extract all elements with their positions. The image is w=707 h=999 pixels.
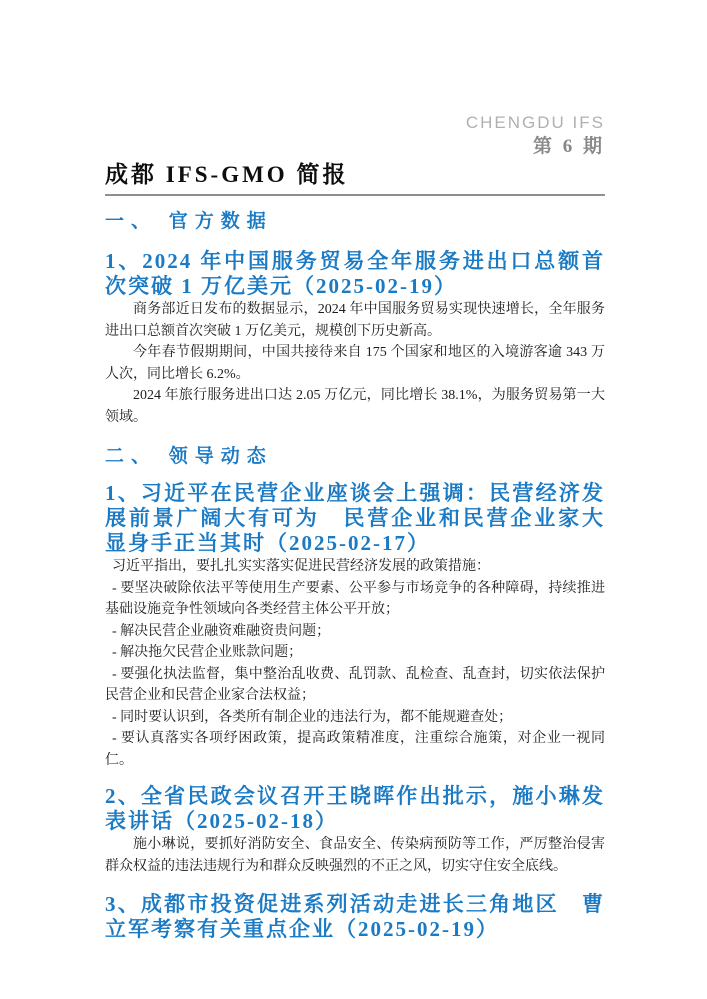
bullet-item: - 解决民营企业融资难融资贵问题；	[112, 623, 331, 639]
section-heading-official-data: 一、 官方数据	[105, 211, 273, 232]
bullet-item: - 同时要认识到，各类所有制企业的违法行为，都不能规避查处；	[112, 709, 513, 725]
issue-number: 第 6 期	[532, 136, 605, 157]
masthead	[105, 110, 605, 158]
bullet-item: - 解决拖欠民营企业账款问题；	[112, 645, 303, 660]
paragraph: 2024 年旅行服务进出口达 2.05 万亿元，同比增长 38.1%，为服务贸易第一大领域。	[105, 388, 605, 425]
paragraph: 施小琳说，要抓好消防安全、食品安全、传染病预防等工作，严厉整治侵害群众权益的违法违规行为和群众反映强烈的不正之风，切实守住安全底线。	[105, 837, 605, 874]
document-content	[105, 0, 605, 942]
article-body-private-economy-symposium	[105, 556, 605, 771]
chengdu-ifs-logo: CHENGDU IFS	[465, 113, 605, 132]
bullet-item: - 要强化执法监督，集中整治乱收费、乱罚款、乱检查、乱查封，切实依法保护民营企业和民营企业家合法权益；	[105, 666, 605, 703]
paragraph: 习近平指出，要扎扎实实落实促进民营经济发展的政策措施：	[112, 559, 490, 574]
article-body-civil-affairs-meeting	[105, 834, 605, 877]
page-title: 成都 IFS-GMO 简报	[105, 162, 349, 187]
section-heading-leadership-news: 二、 领导动态	[105, 446, 273, 467]
paragraph: 今年春节假期期间，中国共接待来自 175 个国家和地区的入境游客逾 343 万人次，同比增长 6.2%。	[105, 345, 605, 382]
paragraph: 商务部近日发布的数据显示，2024 年中国服务贸易实现快速增长，全年服务进出口总额首次突破 1 万亿美元，规模创下历史新高。	[105, 302, 605, 339]
article-title-investment-promotion: 3、成都市投资促进系列活动走进长三角地区 曹立军考察有关重点企业（2025-02-19）	[105, 892, 605, 941]
bullet-item: - 要坚决破除依法平等使用生产要素、公平参与市场竞争的各种障碍，持续推进基础设施竞争性领域向各类经营主体公平开放；	[105, 580, 605, 617]
article-body-services-trade	[105, 299, 605, 428]
article-title-private-economy-symposium: 1、习近平在民营企业座谈会上强调：民营经济发展前景广阔大有可为 民营企业和民营企业家大显身手正当其时（2025-02-17）	[105, 481, 605, 555]
title-divider	[105, 194, 605, 196]
article-title-services-trade: 1、2024 年中国服务贸易全年服务进出口总额首次突破 1 万亿美元（2025-02-19）	[105, 249, 605, 298]
bullet-item: - 要认真落实各项纾困政策，提高政策精准度，注重综合施策，对企业一视同仁。	[105, 731, 605, 768]
article-title-civil-affairs-meeting: 2、全省民政会议召开王晓晖作出批示，施小琳发表讲话（2025-02-18）	[105, 784, 605, 833]
